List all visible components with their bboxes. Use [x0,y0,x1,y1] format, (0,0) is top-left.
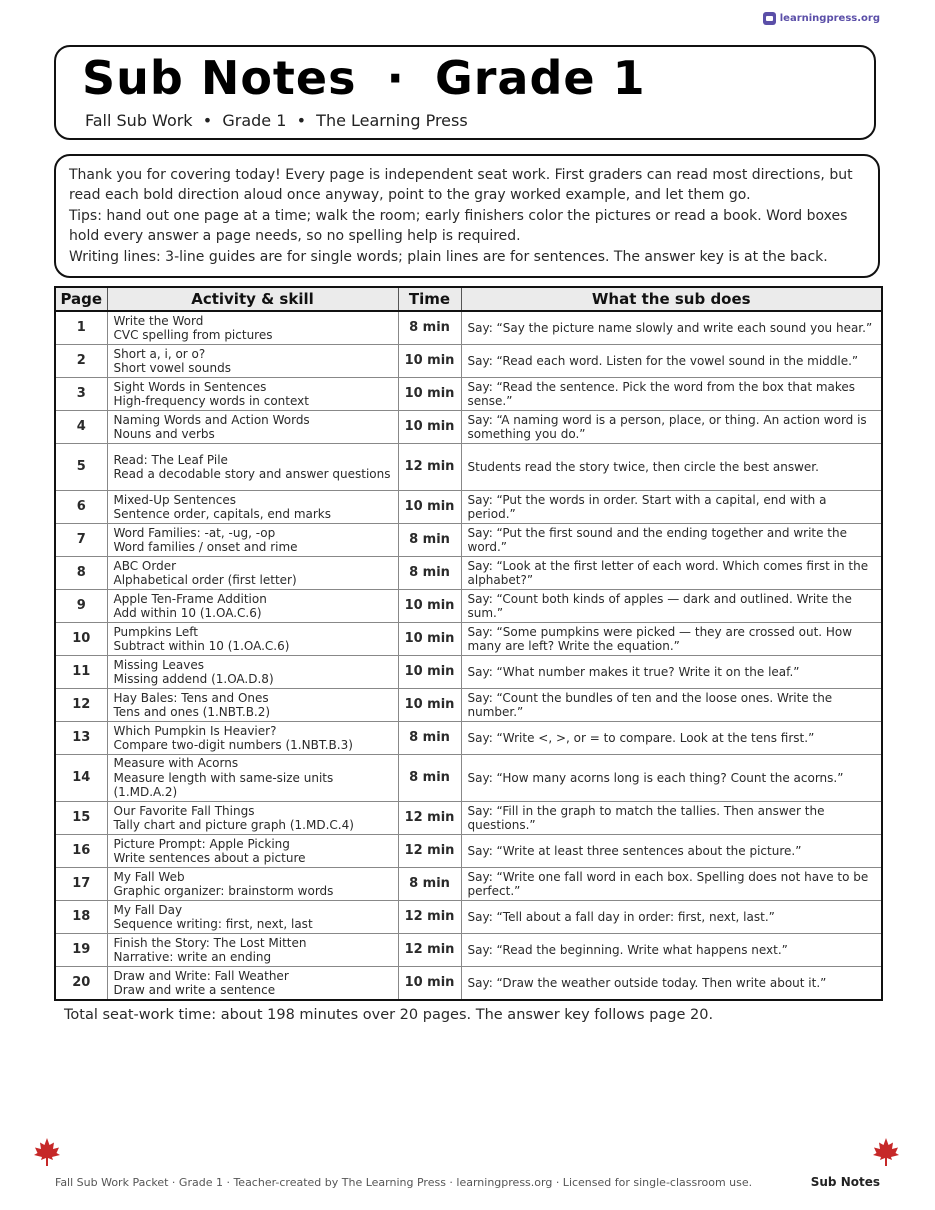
table-row [55,802,882,835]
row-sub-does: Say: “Read each word. Listen for the vowel sound in the middle.” [461,345,882,378]
activity-skill: Measure length with same-size units (1.MD.A.2) [113,770,334,800]
activity-skill: Sentence order, capitals, end marks [113,507,331,521]
header-does: What the sub does [461,287,882,311]
table-header-row [55,287,882,311]
activity-name: Draw and Write: Fall Weather [113,968,289,983]
row-sub-does: Say: “What number makes it true? Write it on the leaf.” [461,656,882,689]
row-sub-does: Say: “Say the picture name slowly and write each sound you hear.” [461,311,882,345]
row-sub-does: Say: “Read the beginning. Write what happens next.” [461,934,882,967]
row-time: 12 min [398,802,461,835]
row-sub-does: Say: “A naming word is a person, place, or thing. An action word is something you do.” [461,411,882,444]
row-activity [107,722,398,755]
row-sub-does: Say: “How many acorns long is each thing? Count the acorns.” [461,755,882,802]
row-activity [107,311,398,345]
page-title [82,51,646,105]
note-tips: Tips: hand out one page at a time; walk the room; early finishers color the pictures or read a book. Word boxes hold every answer a page needs, so no spelling help is required. [69,208,848,244]
table-row [55,491,882,524]
activity-name: Short a, i, or o? [113,346,206,361]
row-activity [107,524,398,557]
activity-name: Read: The Leaf Pile [113,452,228,467]
row-page: 7 [55,524,107,557]
activity-skill: Read a decodable story and answer questions [113,467,391,481]
row-sub-does: Say: “Write <, >, or = to compare. Look at the tens first.” [461,722,882,755]
row-sub-does: Say: “Count the bundles of ten and the loose ones. Write the number.” [461,689,882,722]
row-page: 13 [55,722,107,755]
activity-name: Naming Words and Action Words [113,412,310,427]
chat-icon [763,12,776,25]
table-row [55,755,882,802]
activity-name: Which Pumpkin Is Heavier? [113,723,277,738]
table-row [55,623,882,656]
row-activity [107,901,398,934]
row-time: 8 min [398,868,461,901]
activity-name: My Fall Web [113,869,185,884]
row-page: 16 [55,835,107,868]
row-time: 8 min [398,755,461,802]
activity-skill: Narrative: write an ending [113,950,272,964]
maple-leaf-icon [33,1137,61,1167]
row-time: 8 min [398,311,461,345]
note-writing-lines: Writing lines: 3-line guides are for single words; plain lines are for sentences. The answer key is at the back. [69,249,828,265]
row-sub-does: Students read the story twice, then circle the best answer. [461,444,882,491]
row-page: 1 [55,311,107,345]
footer-text: Fall Sub Work Packet · Grade 1 · Teacher-created by The Learning Press · learningpress.org · Licensed for single-classroom use. [55,1176,753,1189]
table-row [55,590,882,623]
footer-label: Sub Notes [810,1175,880,1189]
row-page: 2 [55,345,107,378]
row-activity [107,835,398,868]
title-grade: Grade 1 [434,51,646,105]
row-time: 10 min [398,345,461,378]
header-time: Time [398,287,461,311]
row-page: 15 [55,802,107,835]
title-text: Sub Notes [82,51,357,105]
row-activity [107,967,398,1001]
row-sub-does: Say: “Look at the first letter of each word. Which comes first in the alphabet?” [461,557,882,590]
row-sub-does: Say: “Tell about a fall day in order: first, next, last.” [461,901,882,934]
row-activity [107,755,398,802]
activity-name: Hay Bales: Tens and Ones [113,690,269,705]
activity-skill: Short vowel sounds [113,361,231,375]
activity-name: Pumpkins Left [113,624,198,639]
row-sub-does: Say: “Read the sentence. Pick the word from the box that makes sense.” [461,378,882,411]
notes-box [54,154,880,278]
activity-name: Picture Prompt: Apple Picking [113,836,290,851]
activity-name: Our Favorite Fall Things [113,803,255,818]
row-sub-does: Say: “Put the first sound and the ending together and write the word.” [461,524,882,557]
row-page: 12 [55,689,107,722]
activity-name: Missing Leaves [113,657,205,672]
table-row [55,689,882,722]
table-row [55,524,882,557]
table-row [55,967,882,1001]
table-row [55,901,882,934]
row-activity [107,345,398,378]
row-activity [107,557,398,590]
activity-skill: Sequence writing: first, next, last [113,917,313,931]
activity-skill: Tally chart and picture graph (1.MD.C.4) [113,818,354,832]
activity-name: Measure with Acorns [113,756,239,771]
activity-name: Sight Words in Sentences [113,379,267,394]
table-row [55,934,882,967]
row-sub-does: Say: “Write at least three sentences about the picture.” [461,835,882,868]
row-time: 8 min [398,524,461,557]
row-page: 4 [55,411,107,444]
brand-name: learningpress.org [779,13,880,24]
table-row [55,557,882,590]
row-time: 10 min [398,656,461,689]
table-row [55,345,882,378]
table-row [55,444,882,491]
row-time: 10 min [398,689,461,722]
row-activity [107,623,398,656]
row-sub-does: Say: “Put the words in order. Start with a capital, end with a period.” [461,491,882,524]
header-page: Page [55,287,107,311]
row-activity [107,444,398,491]
schedule-table [54,286,883,1001]
row-time: 8 min [398,557,461,590]
row-activity [107,934,398,967]
row-activity [107,590,398,623]
row-sub-does: Say: “Count both kinds of apples — dark and outlined. Write the sum.” [461,590,882,623]
row-page: 11 [55,656,107,689]
brand[interactable] [763,12,880,25]
row-page: 9 [55,590,107,623]
table-row [55,656,882,689]
row-page: 14 [55,755,107,802]
row-time: 12 min [398,835,461,868]
activity-skill: Missing addend (1.OA.D.8) [113,672,274,686]
activity-skill: Alphabetical order (first letter) [113,573,297,587]
activity-name: Apple Ten-Frame Addition [113,591,267,606]
row-activity [107,656,398,689]
maple-leaf-icon [872,1137,900,1167]
row-page: 6 [55,491,107,524]
title-box [54,45,876,140]
row-page: 3 [55,378,107,411]
row-time: 8 min [398,722,461,755]
activity-name: Write the Word [113,313,204,328]
row-activity [107,868,398,901]
row-time: 10 min [398,967,461,1001]
activity-skill: Draw and write a sentence [113,983,276,997]
activity-name: ABC Order [113,558,177,573]
table-row [55,722,882,755]
total-time: Total seat-work time: about 198 minutes over 20 pages. The answer key follows page 20. [64,1007,714,1023]
table-row [55,835,882,868]
activity-skill: Add within 10 (1.OA.C.6) [113,606,262,620]
title-separator: · [386,51,405,105]
table-row [55,311,882,345]
row-page: 10 [55,623,107,656]
row-sub-does: Say: “Draw the weather outside today. Then write about it.” [461,967,882,1001]
row-time: 10 min [398,411,461,444]
activity-skill: Subtract within 10 (1.OA.C.6) [113,639,290,653]
activity-skill: Compare two-digit numbers (1.NBT.B.3) [113,738,353,752]
activity-name: My Fall Day [113,902,183,917]
row-page: 17 [55,868,107,901]
row-page: 19 [55,934,107,967]
row-time: 10 min [398,590,461,623]
note-intro: Thank you for covering today! Every page is independent seat work. First graders can read most directions, but read each bold direction aloud once anyway, point to the gray worked example, and let them go. [69,167,853,203]
activity-name: Finish the Story: The Lost Mitten [113,935,307,950]
activity-skill: Nouns and verbs [113,427,215,441]
row-time: 12 min [398,901,461,934]
row-page: 18 [55,901,107,934]
row-activity [107,491,398,524]
activity-skill: CVC spelling from pictures [113,328,273,342]
table-row [55,411,882,444]
activity-skill: Write sentences about a picture [113,851,306,865]
activity-name: Mixed-Up Sentences [113,492,236,507]
row-page: 8 [55,557,107,590]
row-activity [107,411,398,444]
header-activity: Activity & skill [107,287,398,311]
row-time: 10 min [398,378,461,411]
row-time: 10 min [398,623,461,656]
activity-skill: Graphic organizer: brainstorm words [113,884,334,898]
activity-skill: High-frequency words in context [113,394,309,408]
row-sub-does: Say: “Write one fall word in each box. Spelling does not have to be perfect.” [461,868,882,901]
activity-skill: Tens and ones (1.NBT.B.2) [113,705,271,719]
table-row [55,868,882,901]
activity-skill: Word families / onset and rime [113,540,298,554]
row-page: 5 [55,444,107,491]
row-time: 12 min [398,934,461,967]
row-time: 10 min [398,491,461,524]
row-sub-does: Say: “Some pumpkins were picked — they are crossed out. How many are left? Write the equation.” [461,623,882,656]
row-activity [107,689,398,722]
page-subtitle: Fall Sub Work • Grade 1 • The Learning Press [85,111,468,130]
row-sub-does: Say: “Fill in the graph to match the tallies. Then answer the questions.” [461,802,882,835]
row-time: 12 min [398,444,461,491]
row-page: 20 [55,967,107,1001]
row-activity [107,378,398,411]
table-row [55,378,882,411]
activity-name: Word Families: -at, -ug, -op [113,525,276,540]
row-activity [107,802,398,835]
